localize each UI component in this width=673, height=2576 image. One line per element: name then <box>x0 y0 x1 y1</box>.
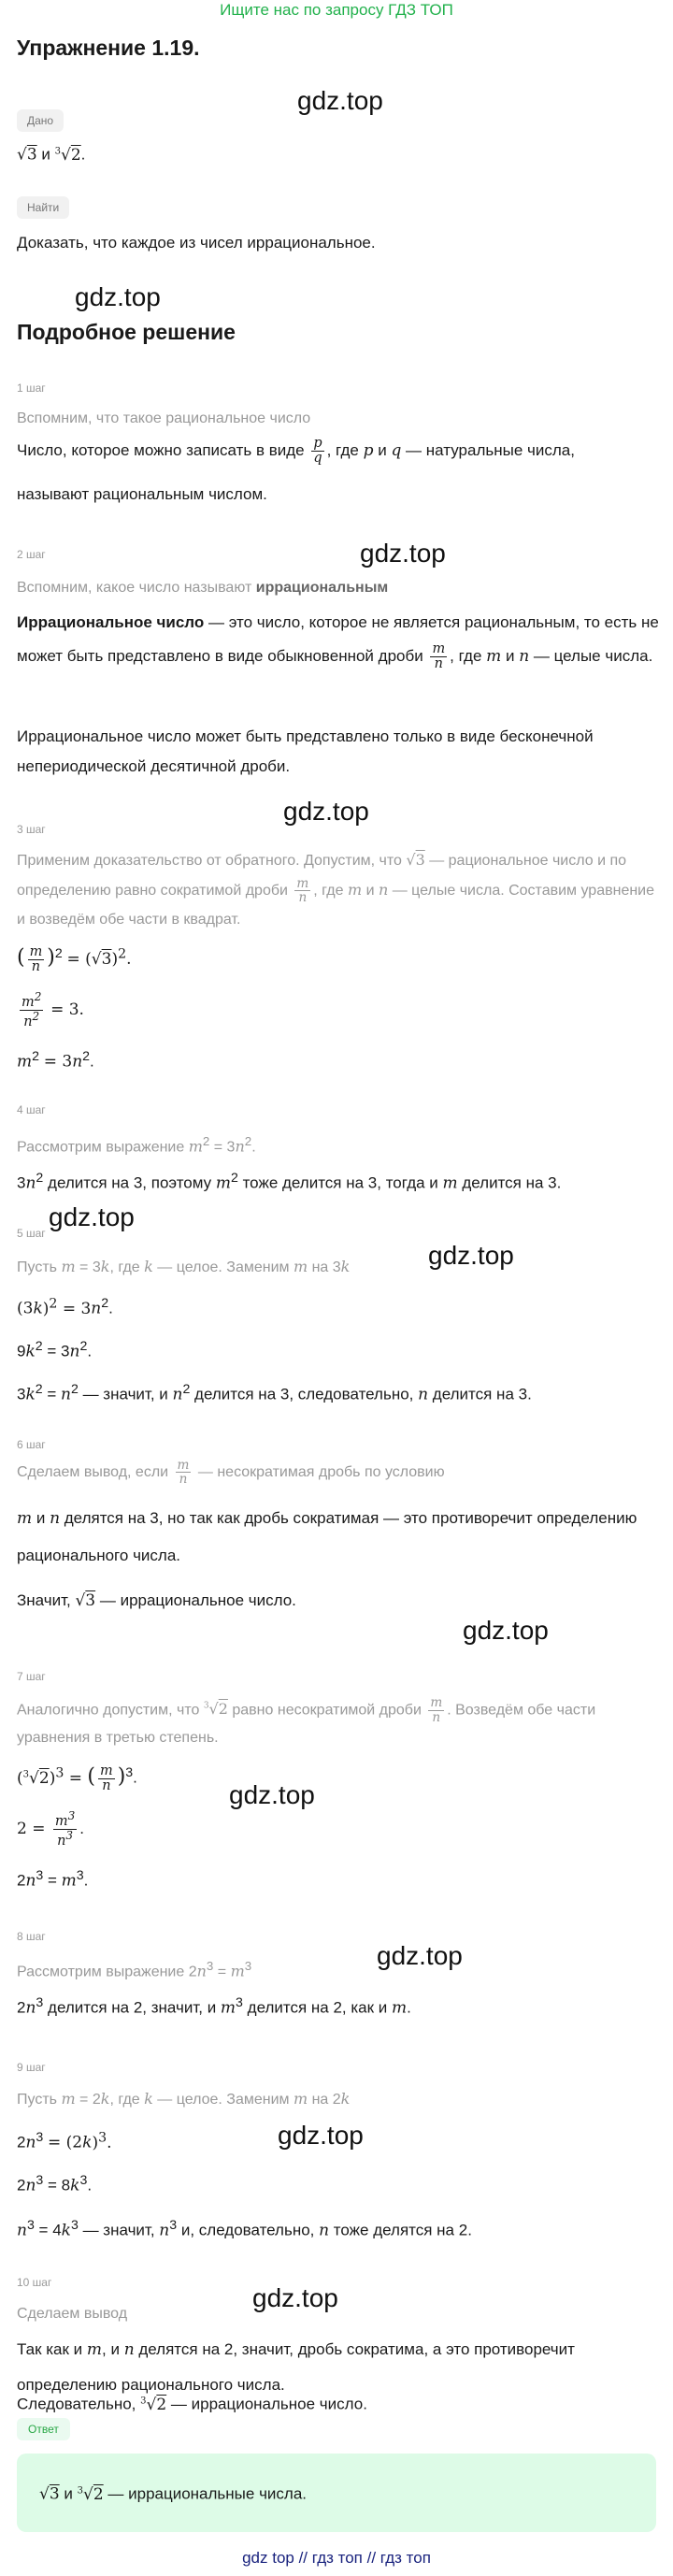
watermark: gdz.top <box>278 2121 364 2150</box>
find-badge: Найти <box>17 196 69 219</box>
math-line: $9k^2 = 3n^2$. <box>17 1339 93 1361</box>
watermark: gdz.top <box>75 282 161 311</box>
solution-heading: Подробное решение <box>17 320 236 344</box>
step-hint: Аналогично допустим, что $^3$√2 равно несократимой дроби $\frac{m}{n}$ . Возведём обе части уравнения в третью степень. <box>17 1695 596 1747</box>
math-line: $2n^3 = (2k)^3$. <box>17 2130 112 2152</box>
math-line: $m^2 = 3n^2$. <box>17 1049 94 1072</box>
watermark: gdz.top <box>428 1241 514 1270</box>
step-label: 6 шаг <box>17 1438 46 1451</box>
answer-box <box>17 2454 656 2532</box>
step-hint: Применим доказательство от обратного. Допустим, что √3 — рациональное число и по определению равно сократимой дроби $\frac{m}{n}$ , где m и n — целые числа. Составим уравнение и возведём обе части в квадрат. <box>17 851 655 928</box>
step-line: Иррациональное число может быть представлено только в виде бесконечной непериодической десятичной дроби. <box>17 727 594 775</box>
step-line: называют рациональным числом. <box>17 485 267 503</box>
step-hint: Вспомним, что такое рациональное число <box>17 410 311 426</box>
step-label: 1 шаг <box>17 381 46 395</box>
step-label: 3 шаг <box>17 823 46 836</box>
step-line: Число, которое можно записать в виде $\frac{p}{q}$ , где p и q — натуральные числа, <box>17 435 575 467</box>
search-banner[interactable]: Ищите нас по запросу ГДЗ ТОП <box>220 1 453 19</box>
given-badge: Дано <box>17 109 64 132</box>
step-hint: Рассмотрим выражение $m^2 = 3n^2$. <box>17 1134 256 1156</box>
math-line: $2n^3 = 8k^3$. <box>17 2173 93 2195</box>
answer-badge: Ответ <box>17 2418 70 2440</box>
step-label: 5 шаг <box>17 1227 46 1240</box>
watermark: gdz.top <box>297 86 383 115</box>
watermark: gdz.top <box>49 1202 135 1231</box>
step-label: 4 шаг <box>17 1103 46 1116</box>
step-label: 8 шаг <box>17 1930 46 1943</box>
step-label: 9 шаг <box>17 2061 46 2074</box>
watermark: gdz.top <box>252 2283 338 2312</box>
step-hint: Вспомним, какое число называют иррациональным <box>17 580 389 596</box>
step-hint: Пусть m = 2k, где k — целое. Заменим m на 2k <box>17 2090 351 2108</box>
watermark: gdz.top <box>377 1941 463 1970</box>
exercise-title: Упражнение 1.19. <box>17 36 200 60</box>
math-line: $\frac{m^2}{n^2}$ = 3. <box>21 990 84 1029</box>
step-line: Следовательно, $^3$√2 — иррациональное число. <box>17 2395 367 2414</box>
step-hint: Сделаем вывод, если $\frac{m}{n}$ — несократимая дробь по условию <box>17 1458 445 1488</box>
step-line: $n^3 = 4k^3$ — значит, $n^3$ и, следовательно, n тоже делятся на 2. <box>17 2218 472 2240</box>
math-line: $(^3√2)^3$ = ( $\frac{m}{n}$ )$^3$. <box>17 1763 137 1793</box>
find-text: Доказать, что каждое из чисел иррациональное. <box>17 234 376 252</box>
step-line: Так как и m, и n делятся на 2, значит, дробь сократима, а это противоречит определению рационального числа. <box>17 2340 575 2394</box>
watermark: gdz.top <box>463 1616 549 1645</box>
watermark: gdz.top <box>360 539 446 568</box>
answer-text: √3 и $^3$√2 — иррациональные числа. <box>39 2484 308 2504</box>
math-line: $2n^3 = m^3$. <box>17 1868 89 1891</box>
step-line: $3n^2$ делится на 3, поэтому $m^2$ тоже делится на 3, тогда и m делится на 3. <box>17 1171 562 1193</box>
step-hint: Пусть m = 3k, где k — целое. Заменим m на 3k <box>17 1258 351 1275</box>
math-line: $(3k)^2 = 3n^2$. <box>17 1296 113 1318</box>
step-line: Значит, √3 — иррациональное число. <box>17 1591 296 1610</box>
step-line: m и n делятся на 3, но так как дробь сократимая — это противоречит определению рационального числа. <box>17 1509 637 1564</box>
step-line: Иррациональное число — это число, которое не является рациональным, то есть не может быть представлено в виде обыкновенной дроби $\frac{m}{n}$ , где m и n — целые числа. <box>17 613 659 672</box>
step-label: 10 шаг <box>17 2276 52 2289</box>
math-line: 2 = $\frac{m^3}{n^3}$ . <box>17 1809 84 1849</box>
step-hint: Сделаем вывод <box>17 2306 128 2322</box>
step-line: $2n^3$ делится на 2, значит, и $m^3$ делится на 2, как и m. <box>17 1995 411 2018</box>
step-label: 7 шаг <box>17 1670 46 1683</box>
step-label: 2 шаг <box>17 548 46 561</box>
watermark: gdz.top <box>283 797 369 826</box>
step-line: $3k^2 = n^2$ — значит, и $n^2$ делится на 3, следовательно, n делится на 3. <box>17 1382 532 1404</box>
given-text: √3 и $^3$√2. <box>17 145 86 165</box>
footer-links[interactable]: gdz top // гдз топ // гдз топ <box>242 2549 431 2567</box>
math-line: ( $\frac{m}{n}$ )$^2 = (√3)^2$. <box>17 943 132 974</box>
watermark: gdz.top <box>229 1780 315 1809</box>
step-hint: Рассмотрим выражение $2n^3 = m^3$ <box>17 1959 252 1980</box>
